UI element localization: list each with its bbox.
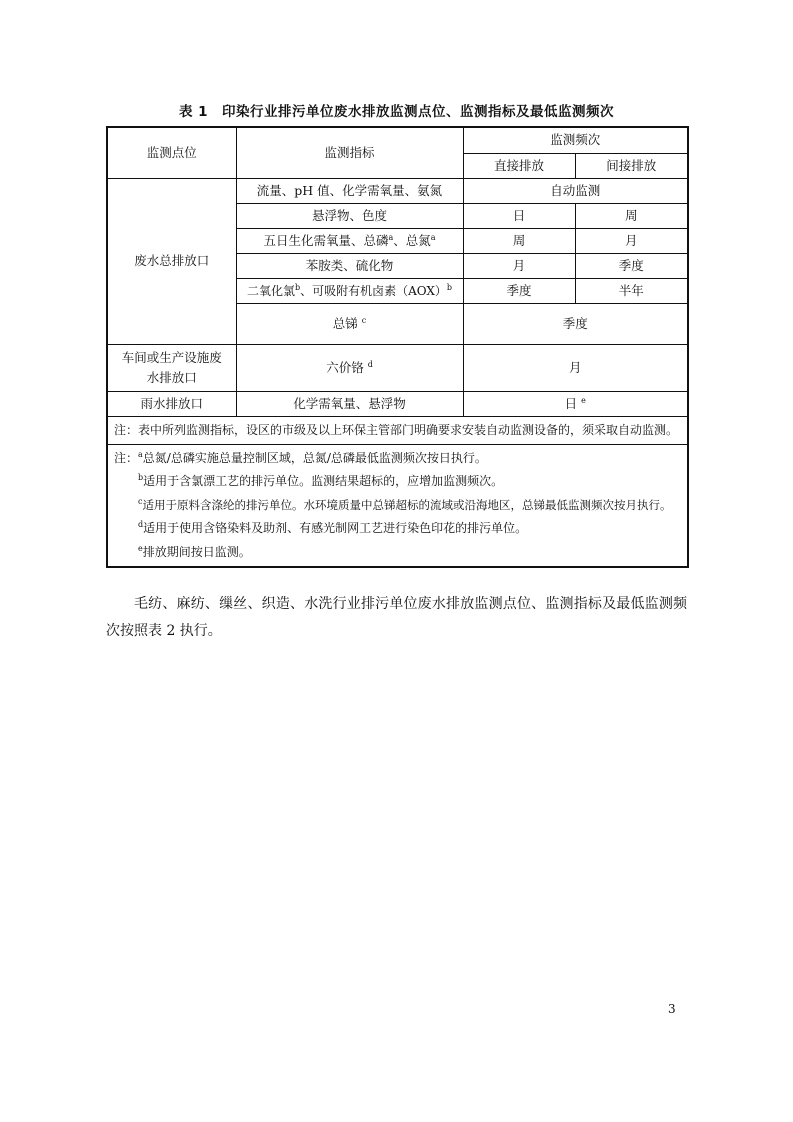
table-cell: 月 <box>463 344 688 391</box>
table-caption: 表 1 印染行业排污单位废水排放监测点位、监测指标及最低监测频次 <box>178 104 615 120</box>
body-paragraph: 毛纺、麻纺、缫丝、织造、水洗行业排污单位废水排放监测点位、监测指标及最低监测频次按照表 2 执行。 <box>106 596 687 639</box>
point-total-outlet: 废水总排放口 <box>107 178 236 344</box>
table-cell: 周 <box>575 203 688 228</box>
table-cell: 流量、pH 值、化学需氧量、氨氮 <box>236 178 463 203</box>
point-rain-outlet: 雨水排放口 <box>107 391 236 416</box>
footnote-a: 注：$^a$总氮/总磷实施总量控制区域，总氮/总磷最低监测频次按日执行。 <box>114 449 487 465</box>
table-cell: 悬浮物、色度 <box>236 203 463 228</box>
table-cell: 二氧化氯$^b$、可吸附有机卤素（AOX）$^b$ <box>236 278 463 303</box>
table-cell: 季度 <box>575 253 688 278</box>
table-cell: 周 <box>463 228 575 253</box>
header-indicator: 监测指标 <box>236 127 463 178</box>
header-frequency: 监测频次 <box>463 127 688 153</box>
footnote-e: $^e$排放期间按日监测。 <box>138 543 251 559</box>
table-cell: 苯胺类、硫化物 <box>236 253 463 278</box>
table-cell: 自动监测 <box>463 178 688 203</box>
table-cell: 季度 <box>463 278 575 303</box>
monitoring-table <box>106 126 689 568</box>
table-cell: 季度 <box>463 303 688 344</box>
table-cell: 半年 <box>575 278 688 303</box>
point-workshop-outlet: 车间或生产设施废水排放口 <box>107 344 236 391</box>
footnote-b: $^b$适用于含氯漂工艺的排污单位。监测结果超标的，应增加监测频次。 <box>138 473 504 488</box>
page-number: 3 <box>668 1002 676 1016</box>
table-cell: 月 <box>575 228 688 253</box>
header-point: 监测点位 <box>107 127 236 178</box>
header-indirect: 间接排放 <box>575 153 688 178</box>
table-cell: 六价铬 $^d$ <box>236 344 463 391</box>
footnote-c: $^c$适用于原料含涤纶的排污单位。水环境质量中总锑超标的流域或沿海地区，总锑最低监测频次按月执行。 <box>138 496 672 512</box>
table-cell: 五日生化需氧量、总磷$^a$、总氮$^a$ <box>236 228 463 253</box>
header-direct: 直接排放 <box>463 153 575 178</box>
table-cell: 化学需氧量、悬浮物 <box>236 391 463 416</box>
table-footnotes <box>107 444 688 567</box>
footnote-d: $^d$适用于使用含铬染料及助剂、有感光制网工艺进行染色印花的排污单位。 <box>138 520 528 535</box>
table-cell: 日 <box>463 203 575 228</box>
table-cell: 总锑 $^c$ <box>236 303 463 344</box>
table-cell: 月 <box>463 253 575 278</box>
table-cell: 日 $^e$ <box>463 391 688 416</box>
table-note-1: 注：表中所列监测指标，设区的市级及以上环保主管部门明确要求安装自动监测设备的，须采取自动监测。 <box>107 416 688 444</box>
